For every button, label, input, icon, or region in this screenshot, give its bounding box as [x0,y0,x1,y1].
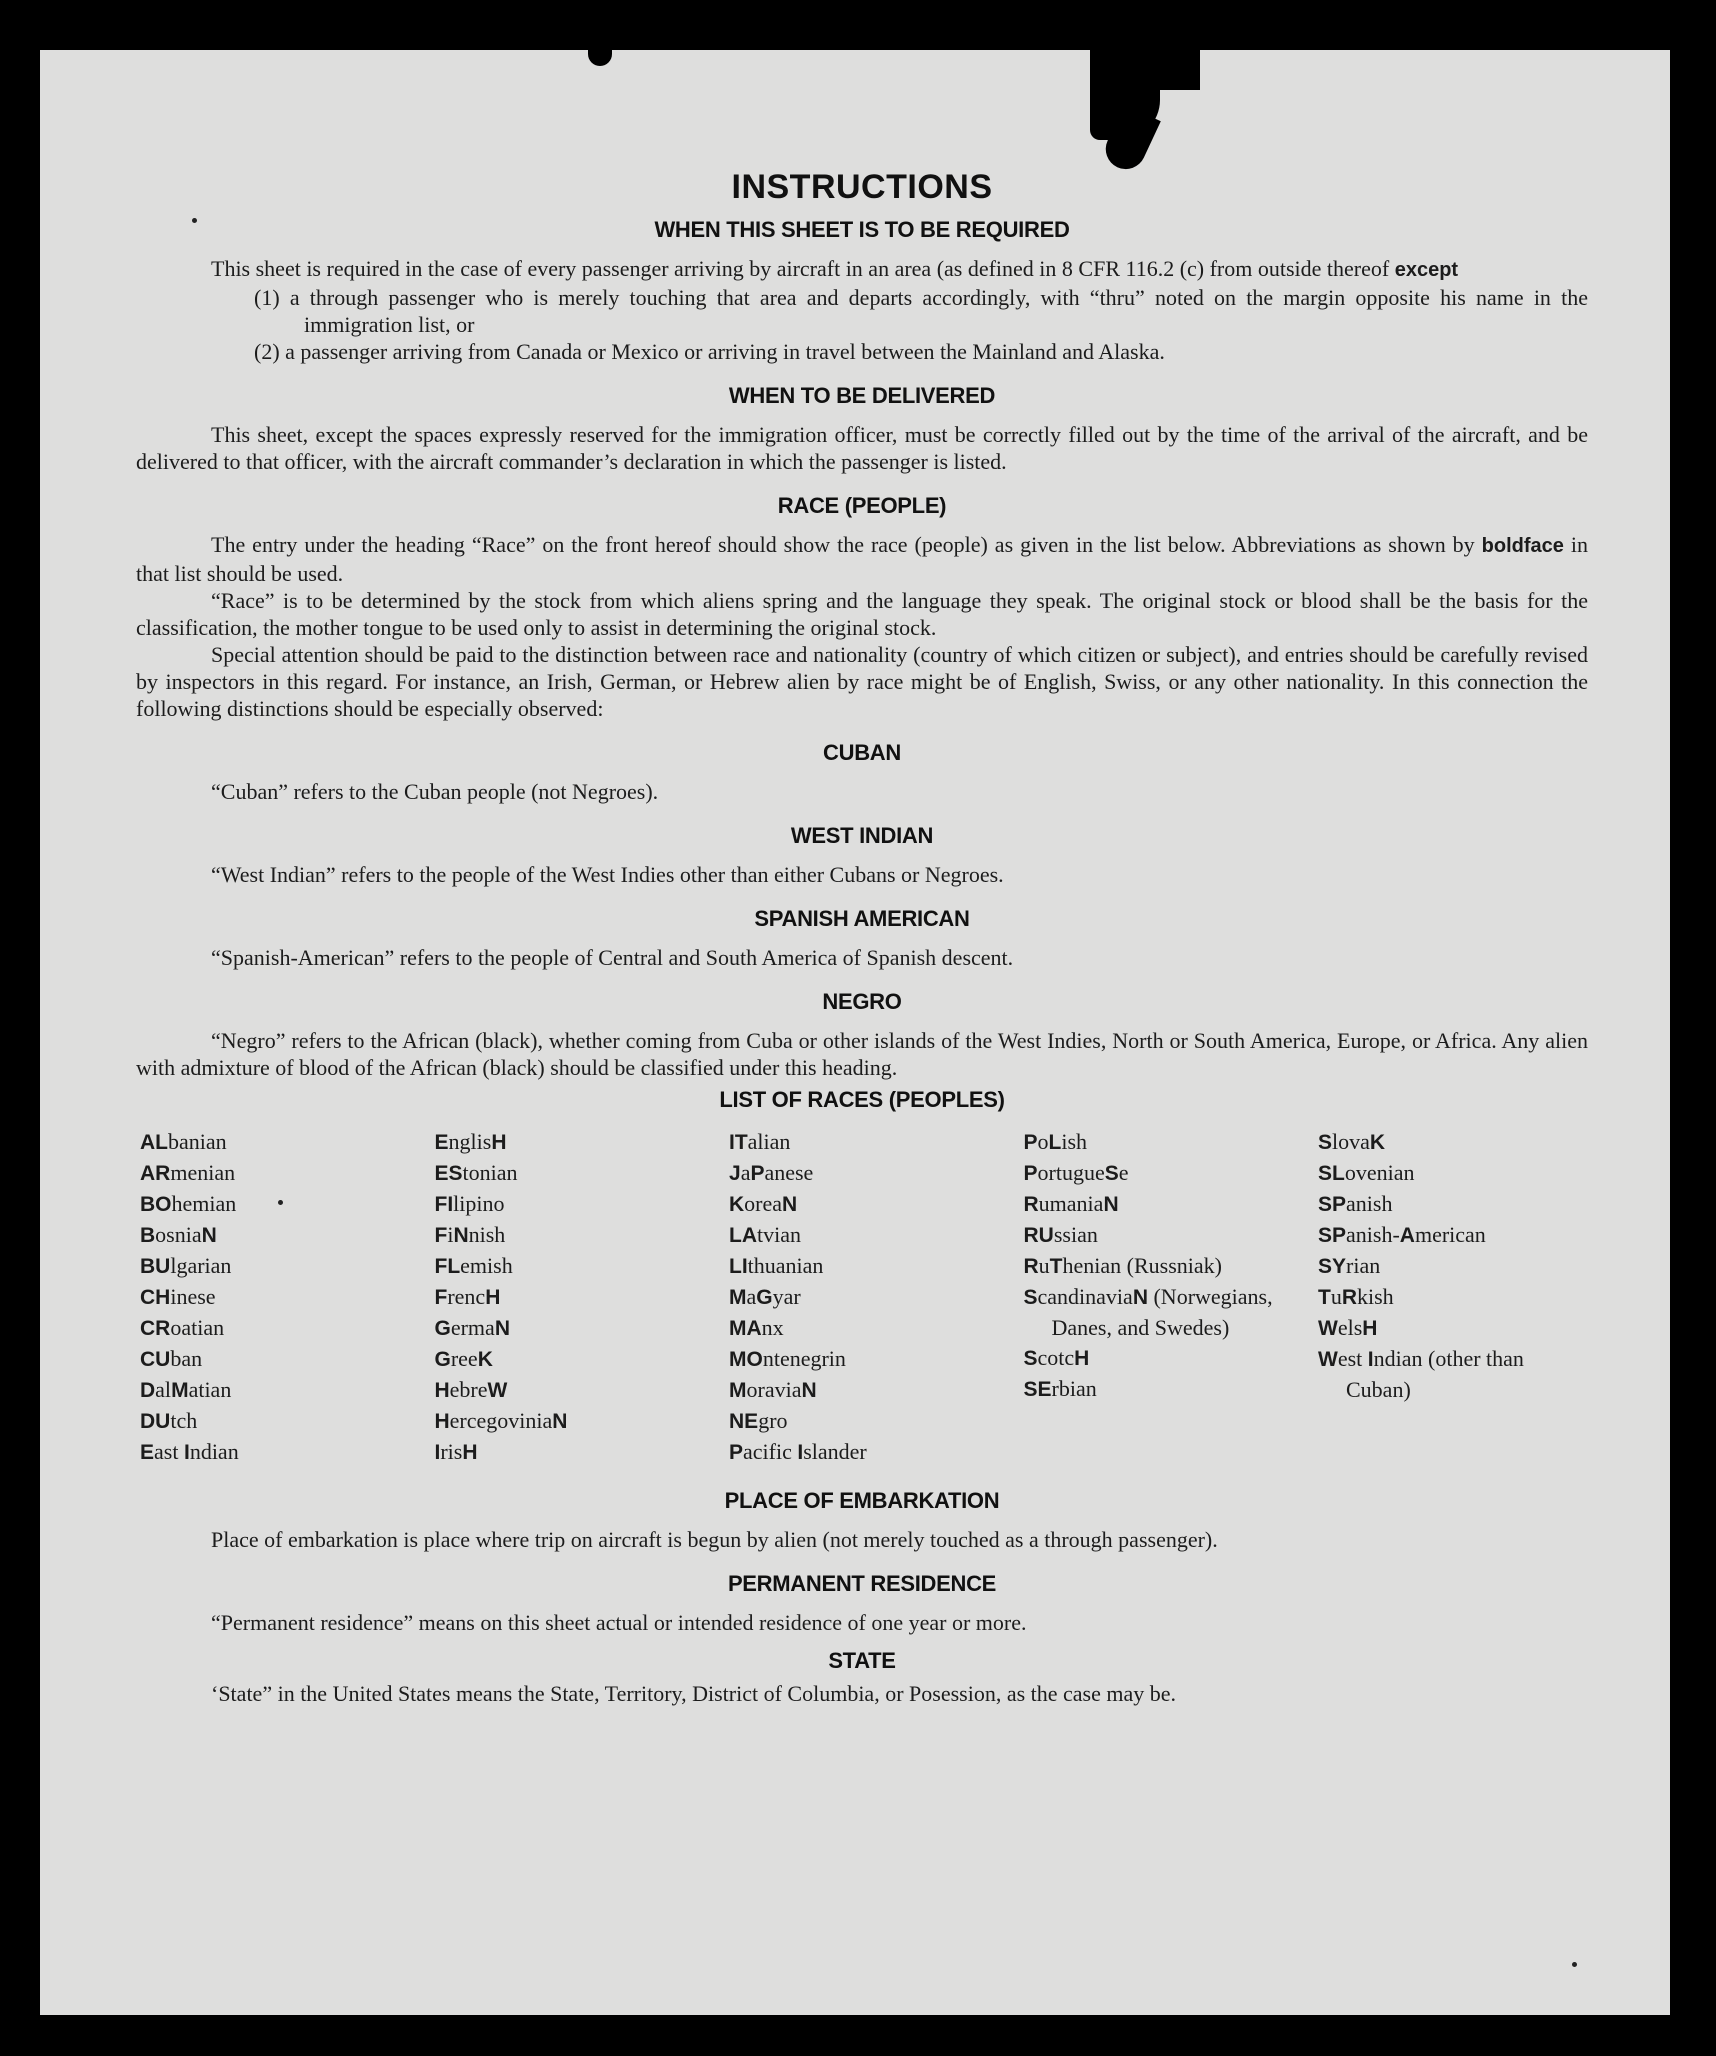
race-entry [435,1313,705,1344]
race-entry [140,1313,410,1344]
race-text: orea [744,1191,783,1216]
race-text: ercegovinia [449,1408,553,1433]
race-abbreviation: R [1341,1286,1357,1309]
race-abbreviation: DU [140,1410,171,1433]
race-abbreviation: D [140,1379,156,1402]
race-text: e [1118,1160,1129,1185]
race-entry [729,1282,999,1313]
race-text: cotc [1037,1345,1075,1370]
race-paragraph-1-after: in that list should be used. [136,532,1589,586]
race-abbreviation: G [434,1348,451,1371]
negro-text: “Negro” refers to the African (black), whether coming from Cuba or other islands of the West Indies, North or South America, Europe, or Africa. Any alien with admixture of blood of the African (black) should be classified under this heading. [136,1028,1588,1080]
section-heading-when-required: WHEN THIS SHEET IS TO BE REQUIRED [654,217,1070,242]
race-entry [1318,1127,1588,1158]
race-abbreviation: F [434,1286,448,1309]
race-entry [140,1406,410,1437]
race-text: thuanian [747,1253,824,1278]
race-text: est [1337,1346,1368,1371]
race-entry [1024,1374,1294,1405]
race-text: renc [447,1284,486,1309]
race-entry [729,1437,999,1468]
race-abbreviation: G [756,1286,773,1309]
race-text: ast [154,1439,184,1464]
race-text: (Norwegians, Danes, and Swedes) [1051,1284,1273,1340]
race-entry [1318,1313,1588,1344]
race-abbreviation: N [1132,1286,1148,1309]
race-entry [1024,1189,1294,1220]
race-abbreviation: H [485,1286,501,1309]
except-keyword: except [1394,259,1459,281]
race-entry [140,1158,410,1189]
race-text: lova [1332,1129,1370,1154]
race-entry [435,1437,705,1468]
race-abbreviation: N [782,1193,798,1216]
race-text: acific [743,1439,798,1464]
race-abbreviation: M [171,1379,189,1402]
exception-item: (2) a passenger arriving from Canada or Mexico or arriving in travel between the Mainland and Alaska. [254,339,1165,364]
race-abbreviation: CR [140,1317,171,1340]
race-text: nx [761,1315,784,1340]
race-abbreviation: LI [729,1255,748,1278]
race-entry [140,1127,410,1158]
race-text: al [155,1377,172,1402]
race-paragraph-2: “Race” is to be determined by the stock from which aliens spring and the language they speak. The original stock or blood shall be the basis for the classification, the mother tongue to be used only to assist in determining the original stock. [136,588,1588,640]
race-abbreviation: CH [140,1286,171,1309]
instructions-content [136,168,1588,1707]
race-abbreviation: H [462,1441,478,1464]
race-text: gro [758,1408,788,1433]
race-abbreviation: J [729,1162,741,1185]
race-abbreviation: P [1023,1162,1038,1185]
race-entry [729,1406,999,1437]
race-abbreviation: E [434,1131,449,1154]
race-abbreviation: H [1362,1317,1378,1340]
race-entry [1024,1343,1294,1374]
race-entry [140,1251,410,1282]
cuban-text: “Cuban” refers to the Cuban people (not Negroes). [211,779,659,804]
page-title: INSTRUCTIONS [731,168,993,206]
race-text: atian [188,1377,232,1402]
race-text: nglis [448,1129,492,1154]
race-text: ssian [1053,1222,1098,1247]
race-abbreviation: FI [434,1193,454,1216]
race-text: ovenian [1344,1160,1415,1185]
race-abbreviation: IT [729,1131,748,1154]
section-heading-when-delivered: WHEN TO BE DELIVERED [728,383,996,408]
section-heading-west-indian: WEST INDIAN [790,823,934,848]
race-abbreviation: RU [1023,1224,1054,1247]
race-abbreviation: E [140,1441,155,1464]
race-entry [729,1344,999,1375]
race-text: a [740,1160,751,1185]
race-text: yar [772,1284,801,1309]
race-text: alian [747,1129,791,1154]
race-abbreviation: CU [140,1348,171,1371]
when-required-intro [136,255,1588,284]
races-column [140,1127,410,1468]
race-entry [729,1375,999,1406]
section-heading-permanent-residence: PERMANENT RESIDENCE [727,1571,997,1596]
race-entry [435,1406,705,1437]
race-text: henian (Russniak) [1062,1253,1222,1278]
section-heading-negro: NEGRO [822,989,902,1014]
race-text: candinavia [1037,1284,1133,1309]
race-entry [1318,1344,1588,1405]
race-text: hemian [171,1191,237,1216]
race-abbreviation: S [1023,1347,1038,1370]
race-text: slander [803,1439,867,1464]
race-abbreviation: SL [1318,1162,1345,1185]
race-text: lgarian [170,1253,232,1278]
race-abbreviation: SE [1023,1378,1052,1401]
race-text: merican [1414,1222,1486,1247]
race-text: anish [1346,1191,1393,1216]
race-text: ish [1061,1129,1088,1154]
race-text: ortugue [1037,1160,1105,1185]
race-entry [435,1220,705,1251]
boldface-keyword: boldface [1481,535,1564,557]
race-abbreviation: SP [1318,1224,1347,1247]
race-text: rbian [1051,1376,1097,1401]
race-entry [729,1313,999,1344]
document-page [40,50,1670,2015]
race-abbreviation: N [801,1379,817,1402]
race-text: oatian [170,1315,225,1340]
race-abbreviation: M [729,1286,747,1309]
race-entry [1318,1220,1588,1251]
race-abbreviation: N [494,1317,510,1340]
race-abbreviation: F [434,1224,448,1247]
race-paragraph-1-before: The entry under the heading “Race” on the front hereof should show the race (people) as given in the list below. Abbreviations as shown by [211,532,1475,557]
race-text: i [447,1222,454,1247]
spanish-american-text: “Spanish-American” refers to the people of Central and South America of Spanish descent. [211,945,1014,970]
race-abbreviation: T [1318,1286,1331,1309]
race-text: nish [468,1222,506,1247]
race-abbreviation: MO [729,1348,763,1371]
race-abbreviation: LA [729,1224,757,1247]
section-heading-cuban: CUBAN [823,740,901,765]
races-column [1318,1127,1588,1468]
race-entry [1024,1251,1294,1282]
race-text: ebre [449,1377,488,1402]
race-abbreviation: I [434,1441,441,1464]
race-text: kish [1357,1284,1394,1309]
race-text: emish [460,1253,513,1278]
west-indian-text: “West Indian” refers to the people of the West Indies other than either Cubans or Negroes. [211,862,1004,887]
race-text: menian [170,1160,236,1185]
race-entry [435,1344,705,1375]
section-heading-place-of-embarkation: PLACE OF EMBARKATION [724,1488,1000,1513]
section-heading-list-of-races: LIST OF RACES (PEOPLES) [719,1087,1005,1112]
race-text: tonian [462,1160,518,1185]
race-abbreviation: W [487,1379,508,1402]
race-abbreviation: N [1103,1193,1119,1216]
race-abbreviation: H [1074,1347,1090,1370]
race-entry [435,1127,705,1158]
place-of-embarkation-text: Place of embarkation is place where trip on aircraft is begun by alien (not merely touched as a through passenger). [211,1527,1218,1552]
race-entry [435,1282,705,1313]
section-heading-spanish-american: SPANISH AMERICAN [754,906,970,931]
race-abbreviation: S [1023,1286,1038,1309]
race-abbreviation: FL [434,1255,461,1278]
race-entry [435,1158,705,1189]
race-entry [1318,1189,1588,1220]
race-entry [435,1189,705,1220]
race-entry [140,1344,410,1375]
race-abbreviation: I [183,1441,190,1464]
race-abbreviation: R [1023,1193,1039,1216]
race-abbreviation: N [201,1224,217,1247]
race-text: umania [1038,1191,1104,1216]
when-required-intro-text: This sheet is required in the case of every passenger arriving by aircraft in an area (as defined in 8 CFR 116.2 (c) from outside thereof [211,256,1390,281]
race-abbreviation: I [1367,1348,1374,1371]
race-text: u [1038,1253,1050,1278]
race-abbreviation: AR [140,1162,171,1185]
race-abbreviation: SY [1318,1255,1347,1278]
race-entry [140,1437,410,1468]
race-abbreviation: A [1399,1224,1415,1247]
race-text: lipino [453,1191,505,1216]
race-paragraph-1 [136,531,1588,587]
permanent-residence-text: “Permanent residence” means on this sheet actual or intended residence of one year or more. [211,1610,1027,1635]
race-paragraph-3: Special attention should be paid to the distinction between race and nationality (country of which citizen or subject), and entries should be carefully revised by inspectors in this regard. For instance, an Irish, German, or Hebrew alien by race might be of English, Swiss, or any other nationality. In this connection the following distinctions should be especially observed: [136,642,1588,721]
race-entry [729,1220,999,1251]
paper-tear [1160,50,1200,90]
race-abbreviation: K [729,1193,745,1216]
race-text: a [746,1284,757,1309]
race-entry [435,1251,705,1282]
race-entry [140,1282,410,1313]
race-entry [140,1189,410,1220]
race-text: tvian [757,1222,801,1247]
race-entry [729,1251,999,1282]
race-text: inese [170,1284,216,1309]
race-abbreviation: G [434,1317,451,1340]
section-heading-state: STATE [828,1648,896,1673]
race-abbreviation: K [1369,1131,1386,1154]
paper-tear [588,50,612,66]
race-abbreviation: P [750,1162,765,1185]
race-abbreviation: L [1048,1131,1062,1154]
race-abbreviation: B [140,1224,156,1247]
races-column [729,1127,999,1468]
race-abbreviation: T [1049,1255,1063,1278]
race-text: els [1337,1315,1363,1340]
race-abbreviation: W [1318,1317,1338,1340]
race-text: banian [168,1129,227,1154]
race-entry [1318,1158,1588,1189]
ink-speck [1572,1962,1577,1967]
race-entry [140,1375,410,1406]
race-abbreviation: P [729,1441,744,1464]
race-abbreviation: R [1023,1255,1039,1278]
race-entry [729,1127,999,1158]
race-abbreviation: ES [434,1162,463,1185]
race-abbreviation: NE [729,1410,759,1433]
race-abbreviation: I [797,1441,804,1464]
races-list [136,1127,1588,1468]
races-column [435,1127,705,1468]
race-entry [1024,1282,1294,1343]
race-text: ndian (other than Cuban) [1346,1346,1524,1402]
race-text: ndian [189,1439,239,1464]
race-abbreviation: SP [1318,1193,1347,1216]
race-text: ban [170,1346,203,1371]
race-abbreviation: BO [140,1193,172,1216]
race-entry [729,1158,999,1189]
race-entry [1318,1282,1588,1313]
race-text: tch [170,1408,198,1433]
race-abbreviation: S [1104,1162,1119,1185]
race-abbreviation: H [491,1131,507,1154]
race-entry [1318,1251,1588,1282]
race-entry [1024,1158,1294,1189]
race-abbreviation: MA [729,1317,762,1340]
race-entry [1024,1220,1294,1251]
race-text: anish- [1346,1222,1400,1247]
race-text: rian [1346,1253,1381,1278]
race-abbreviation: N [453,1224,469,1247]
race-text: osnia [155,1222,202,1247]
race-entry [140,1220,410,1251]
race-entry [435,1375,705,1406]
race-abbreviation: N [552,1410,568,1433]
race-text: u [1330,1284,1342,1309]
race-abbreviation: H [434,1410,450,1433]
race-entry [1024,1127,1294,1158]
race-text: ree [450,1346,478,1371]
race-abbreviation: K [477,1348,493,1371]
race-abbreviation: M [729,1379,747,1402]
race-abbreviation: P [1023,1131,1038,1154]
race-entry [729,1189,999,1220]
race-text: oravia [746,1377,802,1402]
section-heading-race: RACE (PEOPLE) [777,493,947,518]
race-text: o [1037,1129,1049,1154]
exception-item: (1) a through passenger who is merely touching that area and departs accordingly, with “thru” noted on the margin opposite his name in the immigration list, or [254,285,1588,337]
race-abbreviation: W [1318,1348,1338,1371]
race-text: ntenegrin [762,1346,846,1371]
race-abbreviation: S [1318,1131,1333,1154]
race-abbreviation: BU [140,1255,171,1278]
race-text: ris [440,1439,463,1464]
race-text: erma [450,1315,495,1340]
state-text: ‘State” in the United States means the State, Territory, District of Columbia, or Posession, as the case may be. [211,1681,1177,1706]
race-text: anese [764,1160,814,1185]
races-column [1024,1127,1294,1468]
when-delivered-text: This sheet, except the spaces expressly reserved for the immigration officer, must be correctly filled out by the time of the arrival of the aircraft, and be delivered to that officer, with the aircraft commander’s declaration in which the passenger is listed. [136,422,1588,474]
race-abbreviation: H [434,1379,450,1402]
race-abbreviation: AL [140,1131,168,1154]
